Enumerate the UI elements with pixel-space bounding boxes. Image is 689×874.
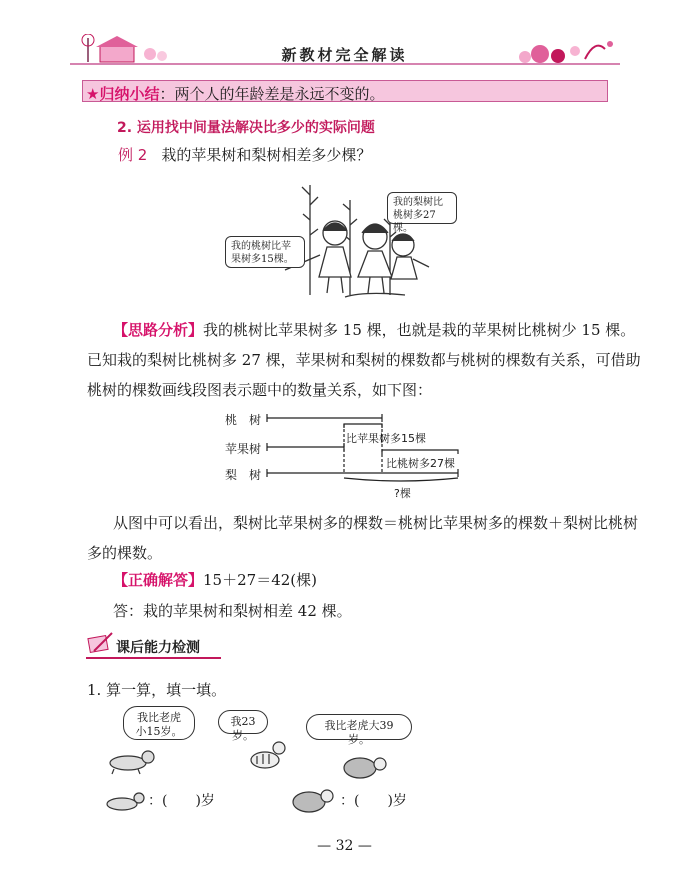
example-line <box>118 144 371 165</box>
dog-answer-icon <box>98 788 148 814</box>
practice-question-1: 1. 算一算，填一填。 <box>87 681 227 699</box>
practice-underline <box>86 657 221 659</box>
example-question: 栽的苹果树和梨树相差多少棵？ <box>161 146 372 164</box>
summary-text: ：两个人的年龄差是永远不变的。 <box>159 85 385 103</box>
correct-answer-line <box>113 569 317 590</box>
answer-formula: 15＋27＝42(棵) <box>203 571 317 589</box>
turtle-speech-bubble: 我比老虎大39岁。 <box>306 714 412 740</box>
summary-line <box>86 83 384 104</box>
conclusion-paragraph: 从图中可以看出，梨树比苹果树多的棵数＝桃树比苹果树多的棵数＋梨树比桃树多的棵数。 <box>87 514 639 562</box>
example-label: 例 2 <box>118 146 148 164</box>
section-title: 2. 运用找中间量法解决比多少的实际问题 <box>117 120 375 136</box>
tiger-icon <box>243 738 288 774</box>
practice-title: 课后能力检测 <box>116 640 200 656</box>
speech-bubble-left: 我的桃树比苹果树多15棵。 <box>225 236 305 268</box>
header-title: 新教材完全解读 <box>281 46 408 64</box>
turtle-icon <box>338 750 388 780</box>
page-number: — 32 — <box>317 838 372 854</box>
pencil-note-icon <box>86 631 114 655</box>
label-unknown: ?棵 <box>394 487 411 500</box>
segment-diagram <box>262 410 472 490</box>
analysis-tag: 【思路分析】 <box>113 321 204 339</box>
row-label-apple: 苹果树 <box>225 442 262 456</box>
label-pear-diff: 比桃树多27棵 <box>386 457 455 470</box>
turtle-answer-icon <box>287 784 337 814</box>
dog-answer-blank[interactable]: ：( )岁 <box>148 793 215 809</box>
row-label-peach: 桃 树 <box>225 413 262 427</box>
tiger-speech-bubble: 我23岁。 <box>218 710 268 734</box>
analysis-text: 我的桃树比苹果树多 15 棵，也就是栽的苹果树比桃树少 15 棵。已知栽的梨树比桃树多 27 棵，苹果树和梨树的棵数都与桃树的棵数有关系，可借助桃树的棵数画线段图表示题中的数量关系，如下图： <box>87 321 641 399</box>
analysis-paragraph <box>87 315 647 405</box>
label-apple-diff: 比苹果树多15棵 <box>346 432 426 445</box>
summary-tag: ★归纳小结 <box>86 85 160 103</box>
speech-bubble-right: 我的梨树比桃树多27棵。 <box>387 192 457 224</box>
answer-sentence: 答：栽的苹果树和梨树相差 42 棵。 <box>113 602 352 620</box>
dog-icon <box>98 745 158 775</box>
turtle-answer-blank[interactable]: ：( )岁 <box>340 793 407 809</box>
dog-speech-bubble: 我比老虎小15岁。 <box>123 706 195 740</box>
row-label-pear: 梨 树 <box>225 468 262 482</box>
correct-answer-tag: 【正确解答】 <box>113 571 204 589</box>
